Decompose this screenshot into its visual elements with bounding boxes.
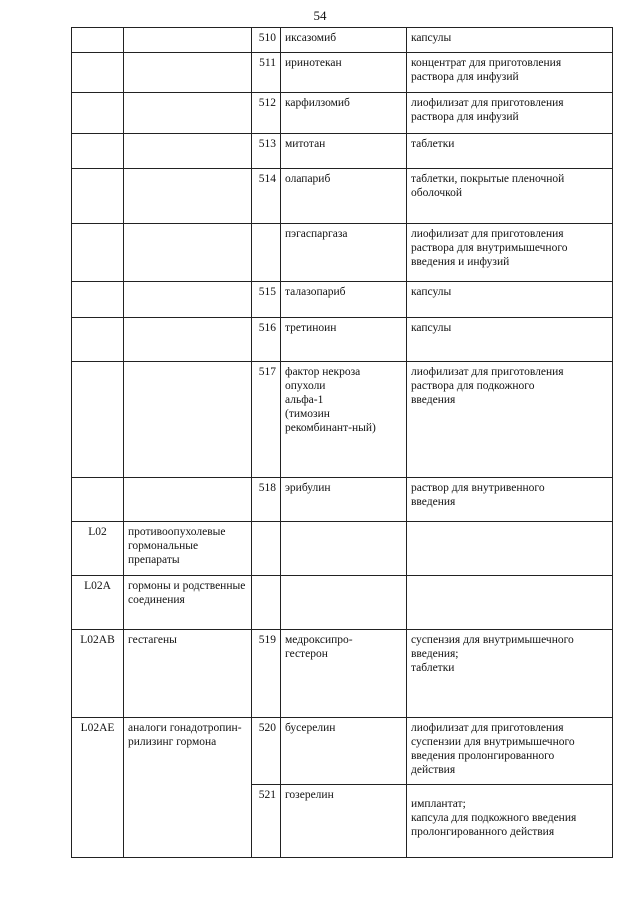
group-cell (124, 169, 252, 224)
number-cell: 511 (252, 53, 281, 93)
table-row (72, 93, 613, 134)
table-row (72, 630, 613, 718)
number-cell (252, 522, 281, 576)
group-cell: гормоны и родственные соединения (124, 576, 252, 630)
table-row (72, 282, 613, 318)
atc-code-cell (72, 478, 124, 522)
drug-name-cell: гозерелин (281, 785, 407, 858)
drug-name-cell: эрибулин (281, 478, 407, 522)
group-cell: противоопухолевые гормональные препараты (124, 522, 252, 576)
drug-name-cell (281, 522, 407, 576)
number-cell: 521 (252, 785, 281, 858)
group-cell (124, 93, 252, 134)
atc-code-cell: L02AB (72, 630, 124, 718)
number-cell: 519 (252, 630, 281, 718)
dosage-form-cell: лиофилизат для приготовления раствора для подкожного введения (407, 362, 613, 478)
atc-code-cell (72, 224, 124, 282)
dosage-form-cell: капсулы (407, 318, 613, 362)
drug-name-cell: карфилзомиб (281, 93, 407, 134)
number-cell: 518 (252, 478, 281, 522)
table-row (72, 718, 613, 785)
group-cell (124, 478, 252, 522)
group-cell (124, 224, 252, 282)
number-cell (252, 576, 281, 630)
number-cell: 520 (252, 718, 281, 785)
table-row (72, 134, 613, 169)
table-row (72, 224, 613, 282)
page-number: 54 (313, 8, 327, 23)
group-cell (124, 53, 252, 93)
number-cell (252, 224, 281, 282)
group-cell (124, 318, 252, 362)
dosage-form-cell: лиофилизат для приготовления раствора для внутримышечного введения и инфузий (407, 224, 613, 282)
group-cell (124, 134, 252, 169)
atc-code-cell (72, 362, 124, 478)
dosage-form-cell (407, 576, 613, 630)
atc-code-cell (72, 282, 124, 318)
number-cell: 512 (252, 93, 281, 134)
drug-name-cell (281, 576, 407, 630)
atc-code-cell (72, 169, 124, 224)
table-row (72, 53, 613, 93)
atc-code-cell (72, 28, 124, 53)
drug-name-cell: фактор некроза опухоли альфа-1 (тимозин рекомбинант-ный) (281, 362, 407, 478)
drug-name-cell: третиноин (281, 318, 407, 362)
table-row (72, 576, 613, 630)
number-cell: 510 (252, 28, 281, 53)
dosage-form-cell: капсулы (407, 28, 613, 53)
drug-name-cell: иксазомиб (281, 28, 407, 53)
dosage-form-cell: имплантат; капсула для подкожного введения пролонгированного действия (407, 785, 613, 858)
drug-name-cell: талазопариб (281, 282, 407, 318)
dosage-form-cell: капсулы (407, 282, 613, 318)
group-cell (124, 282, 252, 318)
dosage-form-cell: лиофилизат для приготовления раствора для инфузий (407, 93, 613, 134)
table-row (72, 478, 613, 522)
dosage-form-cell: таблетки (407, 134, 613, 169)
drug-table (71, 27, 613, 858)
atc-code-cell: L02 (72, 522, 124, 576)
atc-code-cell: L02A (72, 576, 124, 630)
drug-name-cell: медроксипро- гестерон (281, 630, 407, 718)
table-row (72, 318, 613, 362)
group-cell (124, 28, 252, 53)
dosage-form-cell (407, 522, 613, 576)
atc-code-cell (72, 134, 124, 169)
dosage-form-cell: раствор для внутривенного введения (407, 478, 613, 522)
number-cell: 517 (252, 362, 281, 478)
drug-name-cell: иринотекан (281, 53, 407, 93)
drug-name-cell: олапариб (281, 169, 407, 224)
drug-name-cell: пэгаспаргаза (281, 224, 407, 282)
atc-code-cell (72, 93, 124, 134)
table-row (72, 362, 613, 478)
dosage-form-cell: таблетки, покрытые пленочной оболочкой (407, 169, 613, 224)
dosage-form-cell: лиофилизат для приготовления суспензии для внутримышечного введения пролонгированного действия (407, 718, 613, 785)
drug-name-cell: митотан (281, 134, 407, 169)
group-cell (124, 362, 252, 478)
number-cell: 513 (252, 134, 281, 169)
atc-code-cell: L02AE (72, 718, 124, 858)
table-row (72, 522, 613, 576)
table-row (72, 28, 613, 53)
drug-name-cell: бусерелин (281, 718, 407, 785)
dosage-form-cell: суспензия для внутримышечного введения; таблетки (407, 630, 613, 718)
number-cell: 514 (252, 169, 281, 224)
atc-code-cell (72, 318, 124, 362)
group-cell: аналоги гонадотропин-рилизинг гормона (124, 718, 252, 858)
number-cell: 516 (252, 318, 281, 362)
atc-code-cell (72, 53, 124, 93)
group-cell: гестагены (124, 630, 252, 718)
dosage-form-cell: концентрат для приготовления раствора для инфузий (407, 53, 613, 93)
number-cell: 515 (252, 282, 281, 318)
table-row (72, 169, 613, 224)
